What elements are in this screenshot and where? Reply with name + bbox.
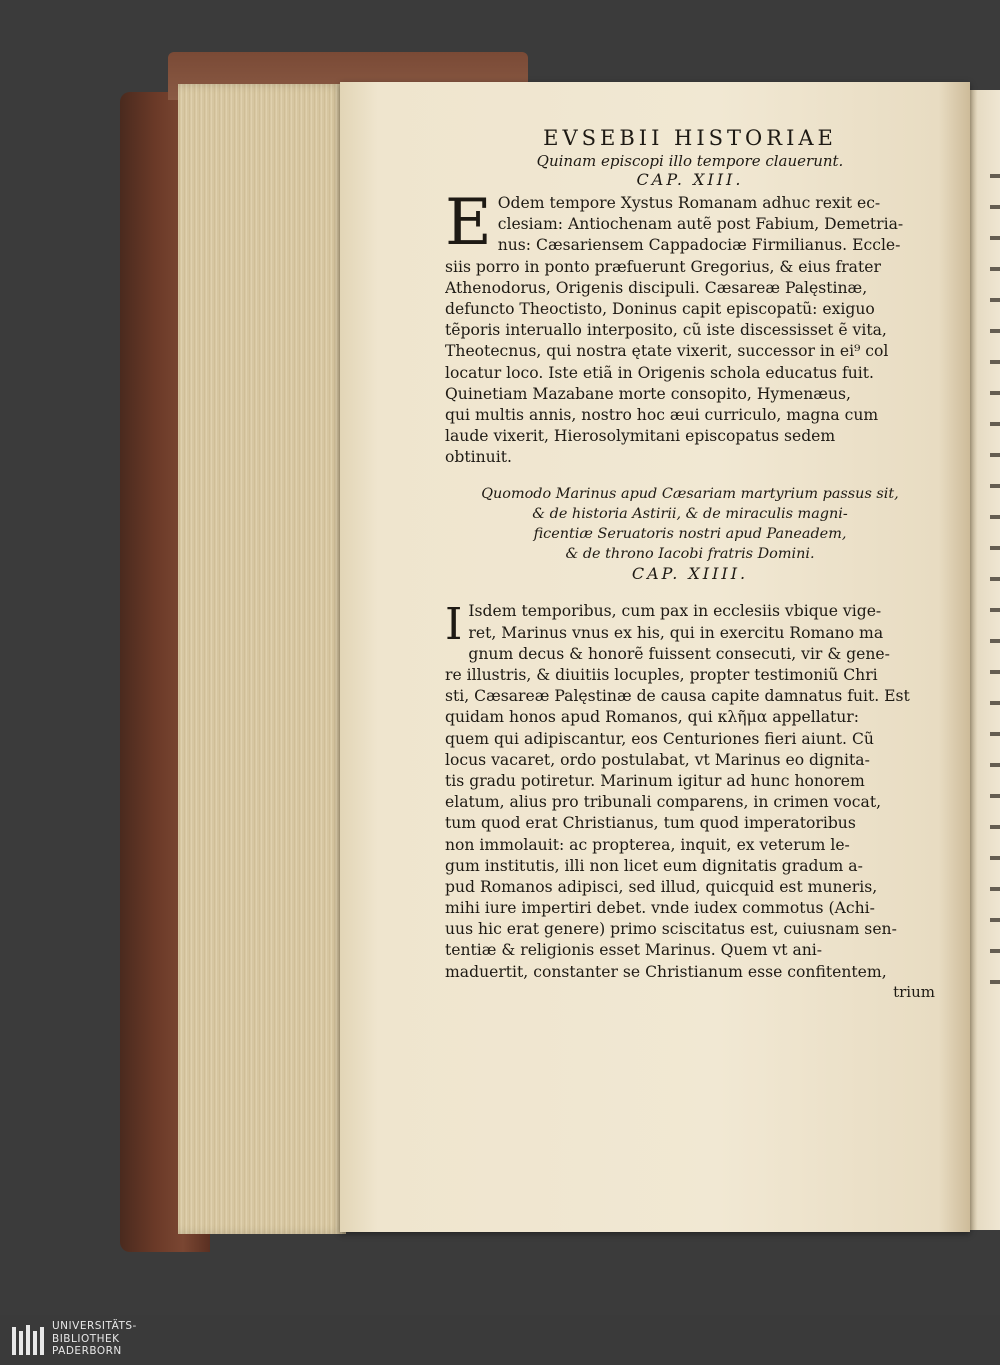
chapter-14-heading-line: ficentiæ Seruatoris nostri apud Paneadem, [533, 526, 847, 543]
running-head: EVSEBII HISTORIAE [543, 126, 837, 150]
text-line: defuncto Theoctisto, Doninus capit episcopatũ: exiguo [445, 299, 875, 318]
text-line: locus vacaret, ordo postulabat, vt Marinus eo dignita- [445, 750, 870, 769]
page-edges [178, 84, 346, 1234]
text-line: non immolauit: ac propterea, inquit, ex veterum le- [445, 835, 850, 854]
chapter-14-heading-line: & de historia Astirii, & de miraculis magni- [532, 506, 848, 523]
text-line: ret, Marinus vnus ex his, qui in exercitu Romano ma [468, 623, 884, 642]
text-line: siis porro in ponto præfuerunt Gregorius, & eius frater [445, 257, 881, 276]
text-line: quidam honos apud Romanos, qui κλῆμα appellatur: [445, 708, 860, 727]
library-footer [0, 1315, 1000, 1365]
text-line: gum institutis, illi non licet eum dignitatis gradum a- [445, 856, 863, 875]
library-name-line: BIBLIOTHEK [52, 1332, 120, 1345]
library-name [52, 1320, 137, 1358]
text-line: tentiæ & religionis esset Marinus. Quem vt ani- [445, 941, 823, 960]
text-line: mihi iure impertiri debet. vnde iudex commotus (Achi- [445, 899, 875, 918]
text-line: Theotecnus, qui nostra ętate vixerit, successor in ei⁹ col [445, 342, 889, 361]
text-line: qui multis annis, nostro hoc æui curriculo, magna cum [445, 405, 879, 424]
text-line: Quinetiam Mazabane morte consopito, Hymenæus, [445, 384, 851, 403]
text-line: tum quod erat Christianus, tum quod imperatoribus [445, 814, 856, 833]
text-line: quem qui adipiscantur, eos Centuriones fieri aiunt. Cũ [445, 729, 874, 748]
text-line: Isdem temporibus, cum pax in ecclesiis vbique vige- [468, 602, 882, 621]
text-line: nus: Cæsariensem Cappadociæ Firmilianus. Eccle- [497, 236, 901, 255]
catchword: trium [893, 982, 935, 1001]
facing-page-text [990, 160, 1000, 1000]
chapter-13-heading: Quinam episcopi illo tempore clauerunt. [536, 152, 844, 170]
library-name-line: UNIVERSITÄTS- [52, 1320, 137, 1332]
text-line: clesiam: Antiochenam autẽ post Fabium, Demetria- [497, 215, 904, 234]
library-logo-icon [10, 1321, 46, 1359]
library-name-line: PADERBORN [52, 1345, 122, 1357]
chapter-14-heading-line: Quomodo Marinus apud Cæsariam martyrium passus sit, [481, 486, 899, 503]
text-line: tis gradu potiretur. Marinum igitur ad hunc honorem [445, 771, 865, 790]
page-text [445, 126, 935, 1001]
text-line: maduertit, constanter se Christianum esse confitentem, [445, 962, 887, 981]
chapter-14-heading-line: & de throno Iacobi fratris Domini. [565, 546, 815, 563]
chapter-14-number: CAP. XIIII. [631, 564, 749, 584]
text-line: sti, Cæsareæ Palęstinæ de causa capite damnatus fuit. Est [445, 687, 910, 706]
text-line: laude vixerit, Hierosolymitani episcopatus sedem [445, 427, 836, 446]
drop-cap: E [445, 186, 492, 260]
text-line: obtinuit. [445, 448, 512, 467]
chapter-14-body [445, 601, 935, 982]
text-line: tẽporis interuallo interposito, cũ iste discessisset ẽ vita, [445, 321, 887, 340]
text-line: Athenodorus, Origenis discipuli. Cæsareæ Palęstinæ, [445, 278, 868, 297]
text-line: elatum, alius pro tribunali comparens, in crimen vocat, [445, 793, 882, 812]
chapter-13-number: CAP. XIII. [636, 170, 744, 189]
text-line: re illustris, & diuitiis locuples, propter testimoniũ Chri [445, 666, 878, 684]
text-line: Odem tempore Xystus Romanam adhuc rexit ec- [497, 194, 881, 212]
text-line: locatur loco. Iste etiã in Origenis schola educatus fuit. [445, 363, 875, 382]
chapter-13-body [445, 186, 935, 468]
text-line: pud Romanos adipisci, sed illud, quicquid est muneris, [445, 877, 878, 896]
text-line: gnum decus & honorẽ fuissent consecuti, vir & gene- [468, 644, 890, 663]
drop-cap: I [445, 599, 463, 651]
text-line: uus hic erat genere) primo sciscitatus est, cuiusnam sen- [445, 920, 897, 939]
